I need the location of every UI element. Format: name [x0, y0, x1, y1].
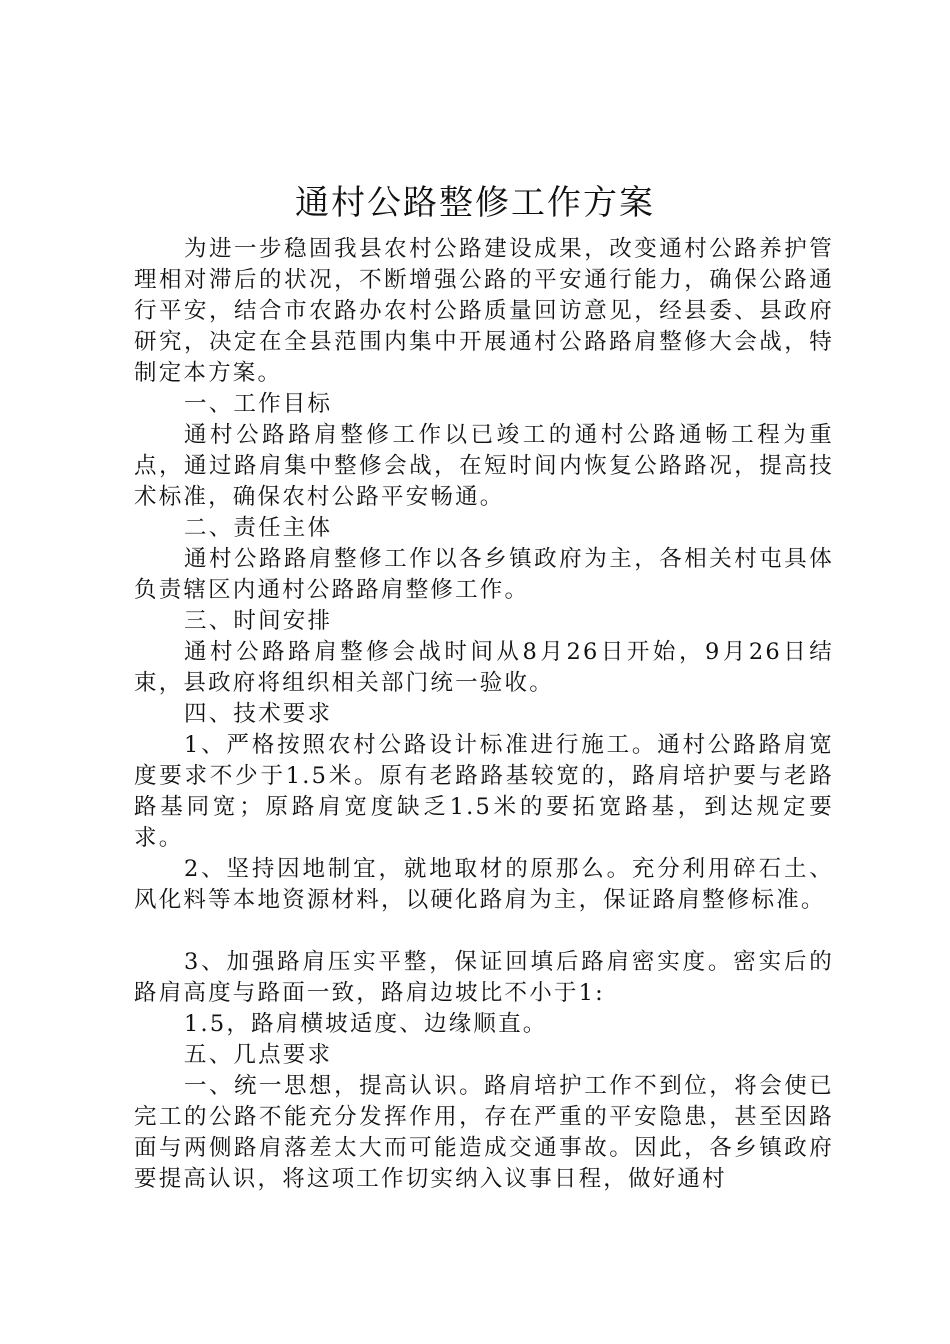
paragraph-technical-3: 3、加强路肩压实平整，保证回填后路肩密实度。密实后的路肩高度与路面一致，路肩边坡比不小于1: — [134, 949, 834, 1006]
document-body — [134, 234, 834, 1195]
paragraph-spacer — [134, 916, 834, 947]
section-heading-technical: 四、技术要求 — [184, 701, 333, 727]
section-heading-schedule: 三、时间安排 — [184, 608, 333, 634]
paragraph-requirements-1: 一、统一思想，提高认识。路肩培护工作不到位，将会使已完工的公路不能充分发挥作用，存在严重的平安隐患，甚至因路面与两侧路肩落差太大而可能造成交通事故。因此，各乡镇政府要提高认识，将这项工作切实纳入议事日程，做好通村 — [134, 1073, 834, 1192]
document-title: 通村公路整修工作方案 — [295, 183, 655, 223]
paragraph-intro: 为进一步稳固我县农村公路建设成果，改变通村公路养护管理相对滞后的状况，不断增强公路的平安通行能力，确保公路通行平安，结合市农路办农村公路质量回访意见，经县委、县政府研究，决定在全县范围内集中开展通村公路路肩整修大会战，特制定本方案。 — [134, 236, 834, 386]
section-heading-goals: 一、工作目标 — [184, 391, 333, 417]
paragraph-technical-3-continued: 1.5，路肩横坡适度、边缘顺直。 — [184, 1011, 548, 1037]
paragraph-goals: 通村公路路肩整修工作以已竣工的通村公路通畅工程为重点，通过路肩集中整修会战，在短时间内恢复公路路况，提高技术标准，确保农村公路平安畅通。 — [134, 422, 834, 510]
paragraph-technical-1: 1、严格按照农村公路设计标准进行施工。通村公路路肩宽度要求不少于1.5米。原有老路路基较宽的，路肩培护要与老路路基同宽；原路肩宽度缺乏1.5米的要拓宽路基，到达规定要求。 — [134, 732, 834, 851]
paragraph-technical-2: 2、坚持因地制宜，就地取材的原那么。充分利用碎石土、风化料等本地资源材料，以硬化路肩为主，保证路肩整修标准。 — [134, 856, 834, 913]
paragraph-schedule: 通村公路路肩整修会战时间从8月26日开始，9月26日结束，县政府将组织相关部门统一验收。 — [134, 639, 834, 696]
section-heading-responsibility: 二、责任主体 — [184, 515, 333, 541]
section-heading-requirements: 五、几点要求 — [184, 1042, 333, 1068]
paragraph-responsibility: 通村公路路肩整修工作以各乡镇政府为主，各相关村屯具体负责辖区内通村公路路肩整修工作。 — [134, 546, 834, 603]
